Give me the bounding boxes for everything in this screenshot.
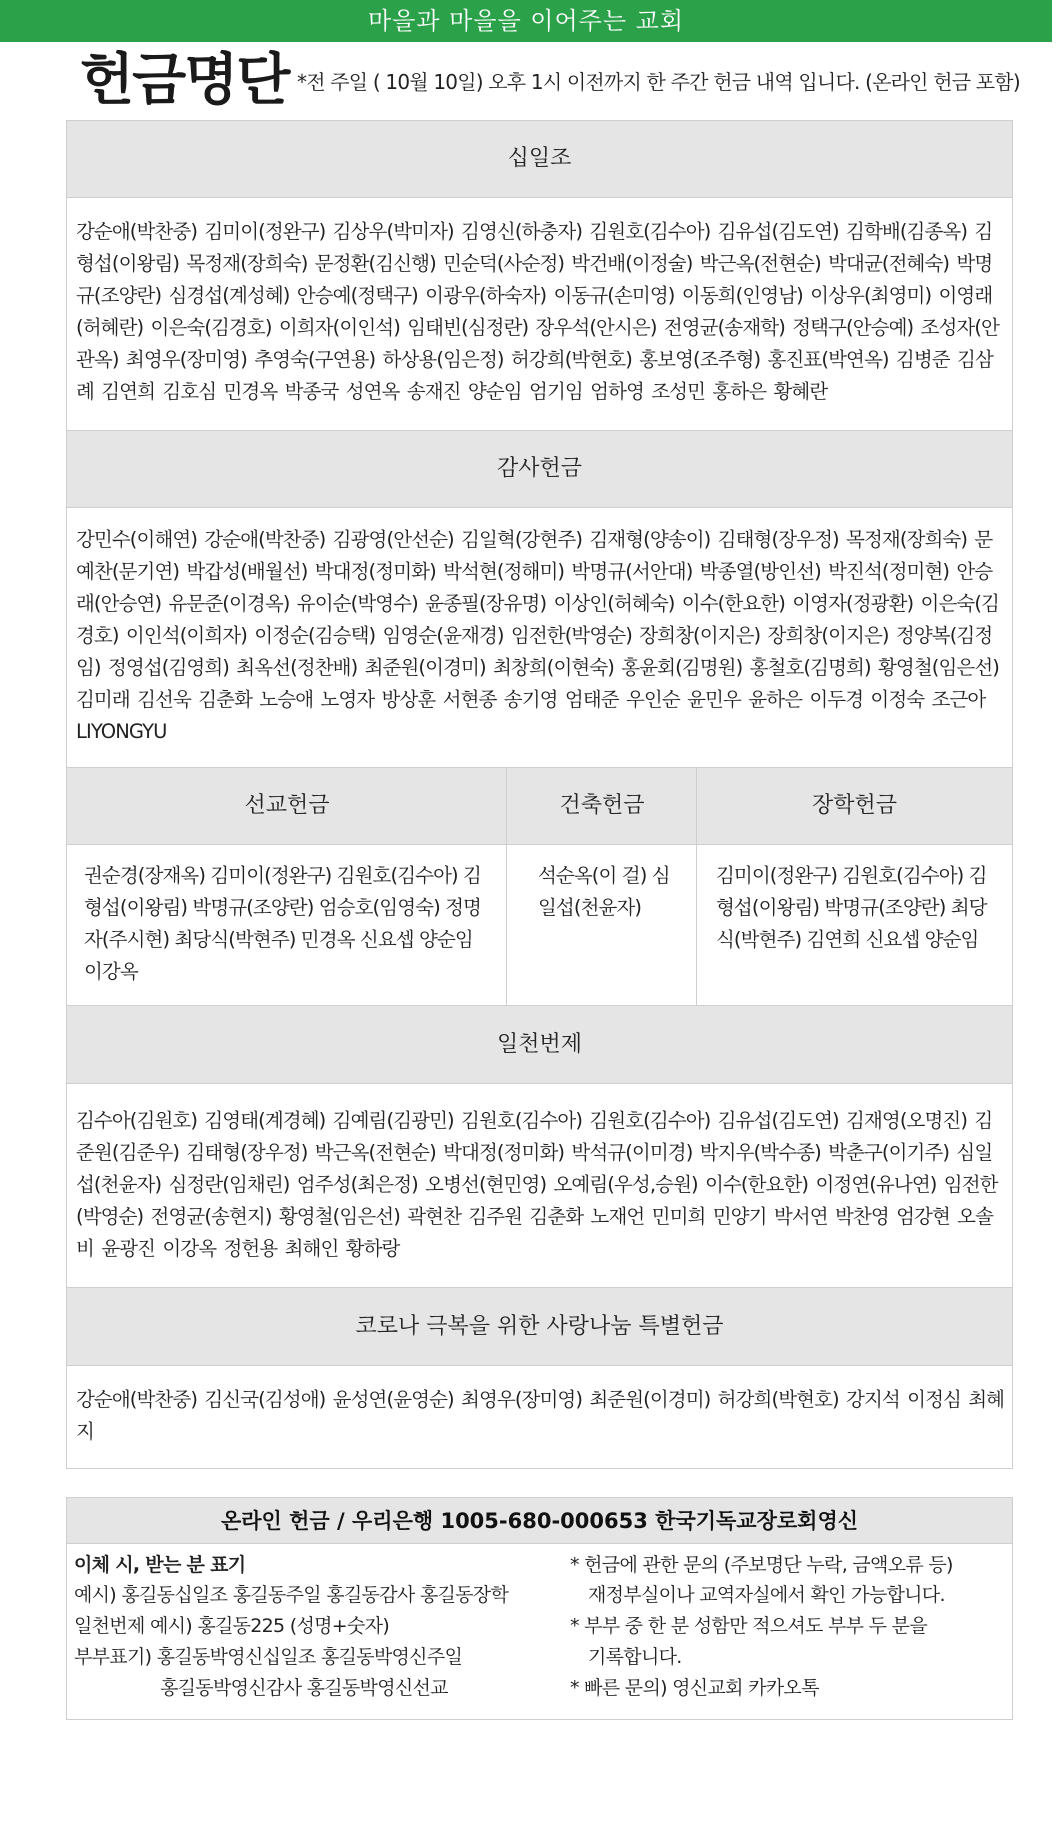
note-kakao: * 빠른 문의) 영신교회 카카오톡 xyxy=(570,1677,819,1699)
note-couple-cont: 기록합니다. xyxy=(588,1646,682,1668)
note-inquiry-cont: 재정부실이나 교역자실에서 확인 가능합니다. xyxy=(588,1584,945,1606)
transfer-guide-line3: 부부표기) 홍길동박영신십일조 홍길동박영신주일 xyxy=(74,1646,463,1668)
thanks-heading: 감사헌금 xyxy=(67,430,1012,508)
corona-names: 강순애(박찬중) 김신국(김성애) 윤성연(윤영순) 최영우(장미영) 최준원(이경미) 허강희(박현호) 강지석 이정심 최혜지 xyxy=(76,1388,1005,1443)
scholarship-names: 김미이(정완구) 김원호(김수아) 김형섭(이왕림) 박명규(조양란) 최당식(박현주) 김연희 신요셉 양순임 xyxy=(716,864,987,951)
thousand-names: 김수아(김원호) 김영태(계경혜) 김예림(김광민) 김원호(김수아) 김원호(김수아) 김유섭(김도연) 김재영(오명진) 김준원(김준우) 김태형(장우정) 박근옥(전현순) 박대정(정미화) 박석규(이미경) 박지우(박수종) 박춘구(이기주) 심일섭(천윤자) 심정란(임채린) 엄주성(최은정) 오병선(현민영) 오예림(우성,승원) 이수(한요한) 이정연(유나연) 임전한(박영순) 전영균(송현지) 황영철(임은선) 곽현찬 김주원 김춘화 노재언 민미희 민양기 박서연 박찬영 엄강현 오솔비 윤광진 이강옥 정헌용 최해인 황하랑 xyxy=(76,1109,998,1260)
note-couple: * 부부 중 한 분 성함만 적으셔도 부부 두 분을 xyxy=(570,1615,927,1637)
transfer-guide-line4: 홍길동박영신감사 홍길동박영신선교 xyxy=(160,1677,448,1699)
online-offering-heading: 온라인 헌금 / 우리은행 1005-680-000653 한국기독교장로회영신 xyxy=(67,1498,1012,1544)
corona-heading: 코로나 극복을 위한 사랑나눔 특별헌금 xyxy=(67,1287,1012,1366)
page-title: 헌금명단 xyxy=(80,47,289,113)
building-names: 석순옥(이 걸) 심일섭(천윤자) xyxy=(538,864,670,919)
col-divider-1 xyxy=(506,767,507,1005)
transfer-guide-line2: 일천번제 예시) 홍길동225 (성명+숫자) xyxy=(74,1615,390,1637)
thanks-names: 강민수(이해연) 강순애(박찬중) 김광영(안선순) 김일혁(강현주) 김재형(양송이) 김태형(장우정) 목정재(장희숙) 문예찬(문기연) 박갑성(배월선) 박대정(정미화) 박석현(정해미) 박명규(서안대) 박종열(방인선) 박진석(정미현) 안승래(안승연) 유문준(이경옥) 유이순(박영수) 윤종필(장유명) 이상인(허혜숙) 이수(한요한) 이영자(정광환) 이은숙(김경호) 이인석(이희자) 이정순(김승택) 임영순(윤재경) 임전한(박영순) 장희창(이지은) 장희창(이지은) 정양복(김정임) 정영섭(김영희) 최옥선(정찬배) 최준원(이경미) 최창희(이현숙) 홍윤회(김명원) 홍철호(김명희) 황영철(임은선) 김미래 김선욱 김춘화 노승애 노영자 방상훈 서현종 송기영 엄태준 우인순 윤민우 윤하은 이두경 이정숙 조근아 LIYONGYU xyxy=(76,528,999,743)
tithe-names: 강순애(박찬중) 김미이(정완구) 김상우(박미자) 김영신(하충자) 김원호(김수아) 김유섭(김도연) 김학배(김종옥) 김형섭(이왕림) 목정재(장희숙) 문정환(김신행) 민순덕(사순정) 박건배(이정술) 박근옥(전현순) 박대균(전혜숙) 박명규(조양란) 심경섭(계성혜) 안승예(정택구) 이광우(하숙자) 이동규(손미영) 이동희(인영남) 이상우(최영미) 이영래(허혜란) 이은숙(김경호) 이희자(이인석) 임태빈(심정란) 장우석(안시은) 전영균(송재학) 정택구(안승예) 조성자(안관옥) 최영우(장미영) 추영숙(구연용) 하상용(임은정) 허강희(박현호) 홍보영(조주형) 홍진표(박연옥) 김병준 김삼례 김연희 김호심 민경옥 박종국 성연옥 송재진 양순임 엄기임 엄하영 조성민 홍하은 황혜란 xyxy=(76,220,999,403)
building-heading: 건축헌금 xyxy=(508,768,696,844)
mission-heading: 선교헌금 xyxy=(68,768,506,844)
top-banner: 마을과 마을을 이어주는 교회 xyxy=(0,0,1052,42)
page-subtitle: *전 주일 ( 10월 10일) 오후 1시 이전까지 한 주간 헌금 내역 입니다. (온라인 헌금 포함) xyxy=(297,70,1020,94)
note-inquiry: * 헌금에 관한 문의 (주보명단 누락, 금액오류 등) xyxy=(570,1554,953,1576)
thousand-heading: 일천번제 xyxy=(67,1005,1012,1084)
col-divider-2 xyxy=(696,767,697,1005)
tithe-heading: 십일조 xyxy=(67,121,1012,198)
mission-names: 권순경(장재옥) 김미이(정완구) 김원호(김수아) 김형섭(이왕림) 박명규(조양란) 엄승호(임영숙) 정명자(주시현) 최당식(박현주) 민경옥 신요셉 양순임 이강옥 xyxy=(84,864,481,983)
scholarship-heading: 장학헌금 xyxy=(698,768,1011,844)
transfer-guide-line1: 예시) 홍길동십일조 홍길동주일 홍길동감사 홍길동장학 xyxy=(74,1584,509,1606)
transfer-guide-title: 이체 시, 받는 분 표기 xyxy=(74,1554,246,1576)
